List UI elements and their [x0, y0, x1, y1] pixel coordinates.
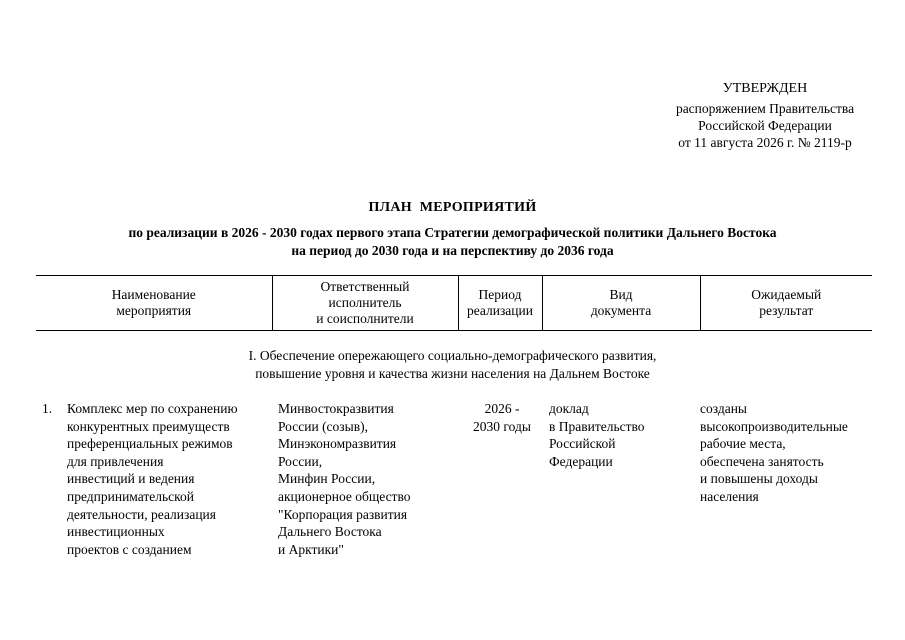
cell-line: Комплекс мер по сохранению	[67, 401, 238, 416]
header-text: Вид	[609, 287, 633, 302]
section-line: повышение уровня и качества жизни населения на Дальнем Востоке	[255, 366, 650, 381]
cell-line: России (созыв),	[278, 418, 368, 434]
cell-line: населения	[700, 488, 759, 504]
section-line: I. Обеспечение опережающего социально-демографического развития,	[248, 348, 657, 363]
cell-line: созданы	[700, 401, 747, 416]
cell-line: Минэкономразвития	[278, 436, 397, 452]
responsible-executor	[278, 400, 458, 558]
approval-stamp	[640, 80, 890, 151]
header-result	[700, 276, 872, 331]
header-period	[458, 276, 542, 331]
cell-line: для привлечения	[67, 453, 164, 469]
header-text: и соисполнители	[316, 311, 414, 326]
cell-line: деятельности, реализация	[67, 506, 216, 522]
header-text: мероприятия	[116, 303, 192, 318]
cell-line: Федерации	[549, 453, 613, 469]
header-text: Период	[478, 287, 522, 302]
plan-table	[36, 275, 872, 331]
cell-line: инвестиционных	[67, 524, 165, 540]
header-text: документа	[590, 303, 652, 318]
header-text: Наименование	[111, 287, 196, 302]
cell-line: 2026 -	[484, 401, 520, 416]
cell-line: Российской	[549, 436, 616, 452]
cell-line: Минвостокразвития	[278, 401, 394, 416]
cell-line: Дальнего Востока	[278, 524, 382, 540]
cell-line: "Корпорация развития	[278, 506, 408, 522]
measure-name	[67, 400, 272, 558]
plan-title: ПЛАН МЕРОПРИЯТИЙ	[368, 200, 537, 215]
header-text: Ответственный	[320, 279, 410, 294]
table-header-row	[36, 276, 872, 331]
approval-line: распоряжением Правительства	[675, 101, 855, 116]
cell-line: в Правительство	[549, 418, 645, 434]
header-responsible	[272, 276, 458, 331]
cell-line: предпринимательской	[67, 488, 195, 504]
header-name	[36, 276, 272, 331]
expected-result	[700, 400, 880, 506]
section-title	[0, 347, 905, 383]
cell-line: высокопроизводительные	[700, 418, 848, 434]
cell-line: инвестиций и ведения	[67, 471, 195, 487]
approval-line: от 11 августа 2026 г. № 2119-р	[678, 135, 852, 150]
cell-line: акционерное общество	[278, 488, 411, 504]
cell-line: и Арктики"	[278, 541, 344, 557]
plan-subtitle	[0, 224, 905, 260]
cell-line: Минфин России,	[278, 471, 376, 487]
header-document	[542, 276, 700, 331]
document-type	[549, 400, 689, 470]
header-text: исполнитель	[328, 295, 402, 310]
approval-line: Российской Федерации	[698, 118, 832, 133]
cell-line: рабочие места,	[700, 436, 786, 452]
cell-line: конкурентных преимуществ	[67, 418, 230, 434]
cell-line: обеспечена занятость	[700, 453, 824, 469]
implementation-period	[462, 400, 542, 435]
header-text: результат	[759, 303, 814, 318]
header-text: реализации	[467, 303, 533, 318]
cell-line: преференциальных режимов	[67, 436, 233, 452]
row-number: 1.	[42, 401, 53, 416]
subtitle-line: по реализации в 2026 - 2030 годах первого этапа Стратегии демографической политики Дальнего Востока	[128, 225, 777, 240]
cell-line: России,	[278, 453, 323, 469]
cell-line: 2030 годы	[473, 418, 531, 434]
subtitle-line: на период до 2030 года и на перспективу до 2036 года	[291, 243, 614, 258]
cell-line: доклад	[549, 401, 589, 416]
cell-line: и повышены доходы	[700, 471, 818, 487]
approval-head: УТВЕРЖДЕН	[722, 81, 808, 96]
header-text: Ожидаемый	[751, 287, 822, 302]
cell-line: проектов с созданием	[67, 541, 192, 557]
